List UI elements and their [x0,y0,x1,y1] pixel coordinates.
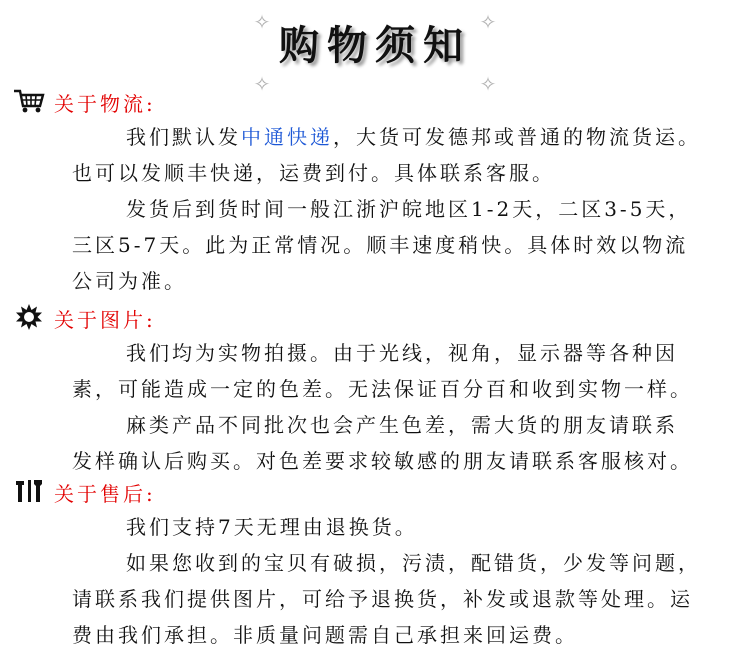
highlighted-courier: 中通快递 [241,125,333,149]
sparkle-diamond-icon: ✧ [253,10,271,34]
text-line: 我们支持7天无理由退换货。 [126,515,418,539]
text-line: 发样确认后购买。对色差要求较敏感的朋友请联系客服核对。 [72,449,693,473]
section-title: 关于物流: [54,92,156,116]
text-line: 也可以发顺丰快递，运费到付。具体联系客服。 [72,161,555,185]
text-segment: ，大货可发德邦或普通的物流货运。 [333,125,701,149]
title-area [0,6,750,96]
text-segment: 我们默认发 [126,125,241,149]
text-line: 如果您收到的宝贝有破损，污渍，配错货，少发等问题， [126,551,701,575]
text-line: 我们均为实物拍摄。由于光线，视角，显示器等各种因 [126,341,678,365]
sparkle-diamond-icon: ✧ [253,72,271,96]
text-line: 三区5-7天。此为正常情况。顺丰速度稍快。具体时效以物流 [72,233,689,257]
page-title: 购物须知 [279,22,471,69]
tools-icon [12,478,46,504]
text-line: 请联系我们提供图片，可给予退换货，补发或退款等处理。运 [72,587,693,611]
text-line: 素，可能造成一定的色差。无法保证百分百和收到实物一样。 [72,377,693,401]
shopping-cart-icon [12,88,46,114]
text-line: 麻类产品不同批次也会产生色差，需大货的朋友请联系 [126,413,678,437]
sparkle-diamond-icon: ✧ [479,10,497,34]
starburst-icon [12,304,46,330]
sparkle-diamond-icon: ✧ [479,72,497,96]
text-line: 公司为准。 [72,269,187,293]
text-line: 发货后到货时间一般江浙沪皖地区1-2天，二区3-5天， [126,197,692,221]
section-title: 关于售后: [54,482,156,506]
text-line: 费由我们承担。非质量问题需自己承担来回运费。 [72,623,578,647]
section-title: 关于图片: [54,308,156,332]
text-line [126,121,701,150]
